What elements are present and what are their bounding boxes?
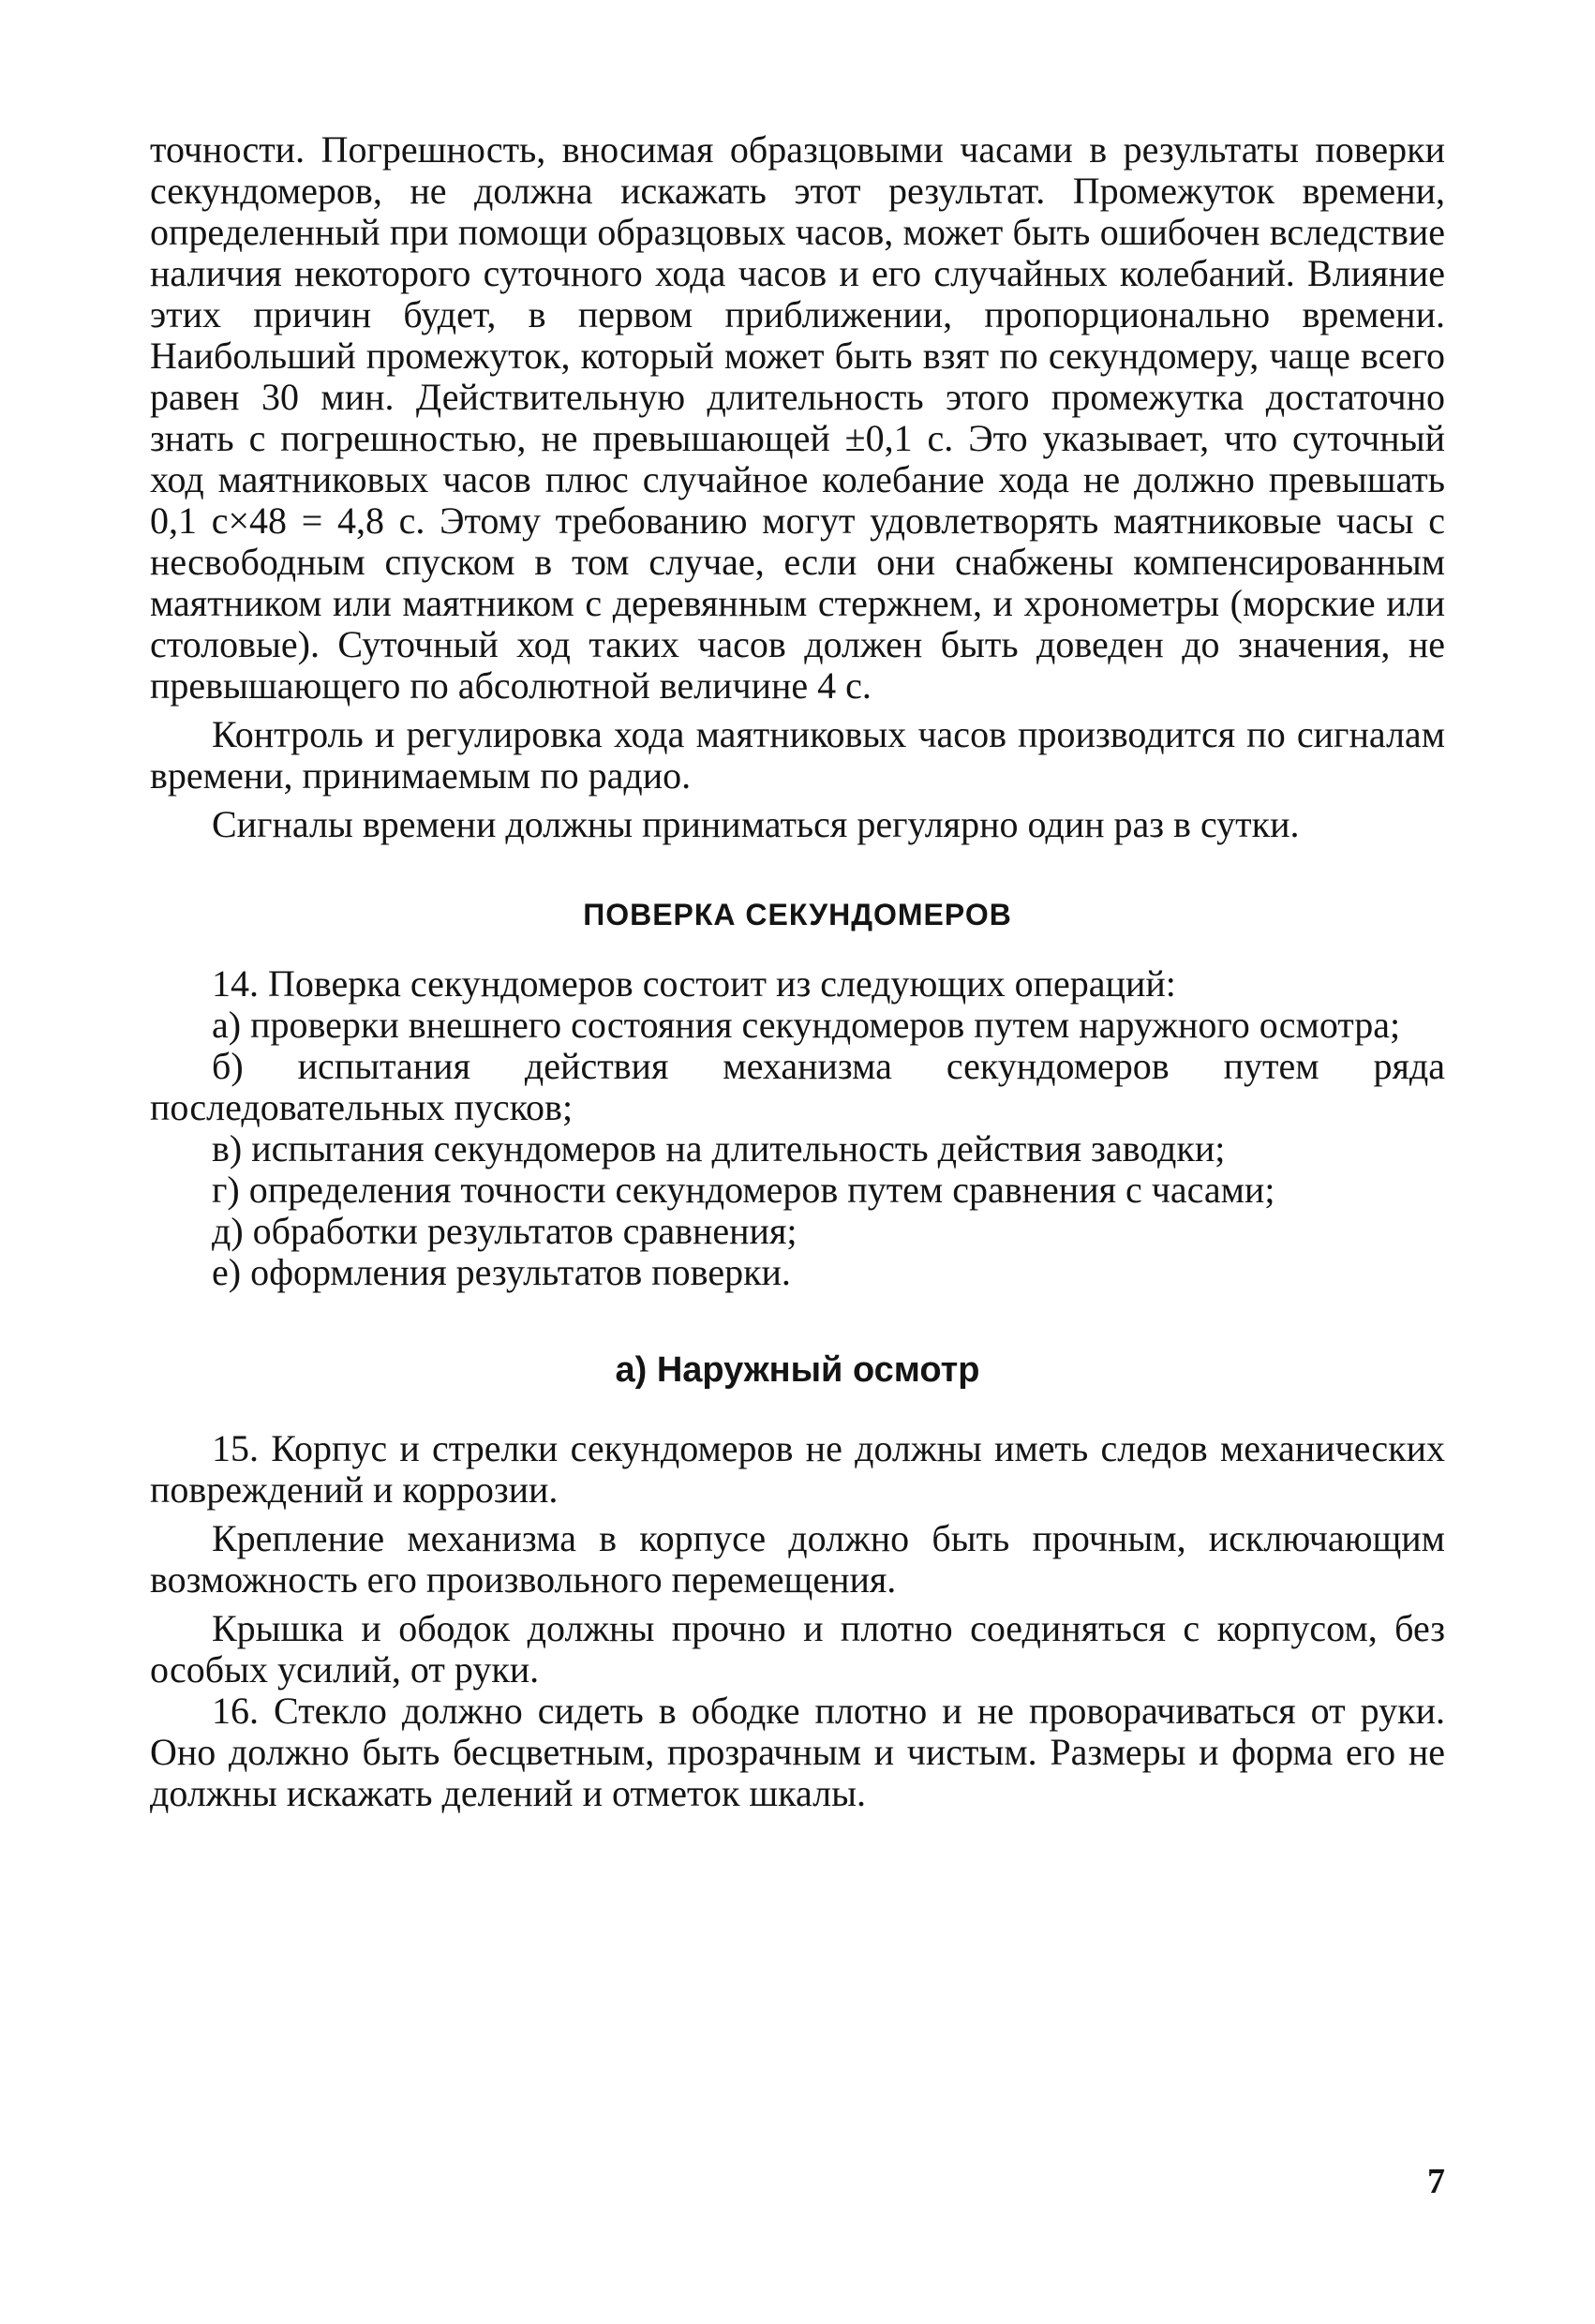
operation-item-f: е) оформления результатов поверки. — [212, 1251, 791, 1293]
paragraph-14-intro: 14. Поверка секундомеров состоит из следующих операций: — [212, 962, 1176, 1005]
operation-item-b: б) испытания действия механизма секундомеров путем ряда последовательных пусков; — [150, 1045, 1445, 1128]
paragraph-16: 16. Стекло должно сидеть в ободке плотно и не проворачиваться от руки. Оно должно быть бесцветным, прозрачным и чистым. Размеры и форма его не должны искажать делений и отметок шкалы. — [150, 1690, 1445, 1814]
paragraph-control: Контроль и регулировка хода маятниковых часов производится по сигналам времени, принимаемым по радио. — [150, 713, 1445, 797]
paragraph-15: 15. Корпус и стрелки секундомеров не должны иметь следов механических повреждений и коррозии. — [150, 1427, 1445, 1511]
operation-item-a: а) проверки внешнего состояния секундомеров путем наружного осмотра; — [212, 1004, 1401, 1046]
paragraph-signals: Сигналы времени должны приниматься регулярно один раз в сутки. — [212, 803, 1300, 845]
subsection-heading: а) Наружный осмотр — [615, 1350, 980, 1390]
operation-item-c: в) испытания секундомеров на длительность действия заводки; — [212, 1127, 1226, 1169]
operation-item-d: г) определения точности секундомеров путем сравнения с часами; — [212, 1169, 1275, 1211]
document-page — [150, 129, 1445, 1814]
section-heading: ПОВЕРКА СЕКУНДОМЕРОВ — [583, 898, 1012, 931]
paragraph-cover: Крышка и ободок должны прочно и плотно соединяться с корпусом, без особых усилий, от руки. — [150, 1607, 1445, 1691]
page-number: 7 — [1427, 2162, 1445, 2201]
operation-item-e: д) обработки результатов сравнения; — [212, 1210, 798, 1252]
paragraph-accuracy: точности. Погрешность, вносимая образцовыми часами в результаты поверки секундомеров, не должна искажать этот результат. Промежуток времени, определенный при помощи образцовых часов, может быть ошибочен вследствие наличия некоторого суточного хода часов и его случайных колебаний. Влияние этих причин будет, в первом приближении, пропорционально времени. Наибольший промежуток, который может быть взят по секундомеру, чаще всего равен 30 мин. Действительную длительность этого промежутка достаточно знать с погрешностью, не превышающей ±0,1 с. Это указывает, что суточный ход маятниковых часов плюс случайное колебание хода не должно превышать 0,1 с×48 = 4,8 с. Этому требованию могут удовлетворять маятниковые часы с несвободным спуском в том случае, если они снабжены компенсированным маятником или маятником с деревянным стержнем, и хронометры (морские или столовые). Суточный ход таких часов должен быть доведен до значения, не превышающего по абсолютной величине 4 с. — [150, 128, 1445, 707]
paragraph-mounting: Крепление механизма в корпусе должно быть прочным, исключающим возможность его произвольного перемещения. — [150, 1517, 1445, 1601]
